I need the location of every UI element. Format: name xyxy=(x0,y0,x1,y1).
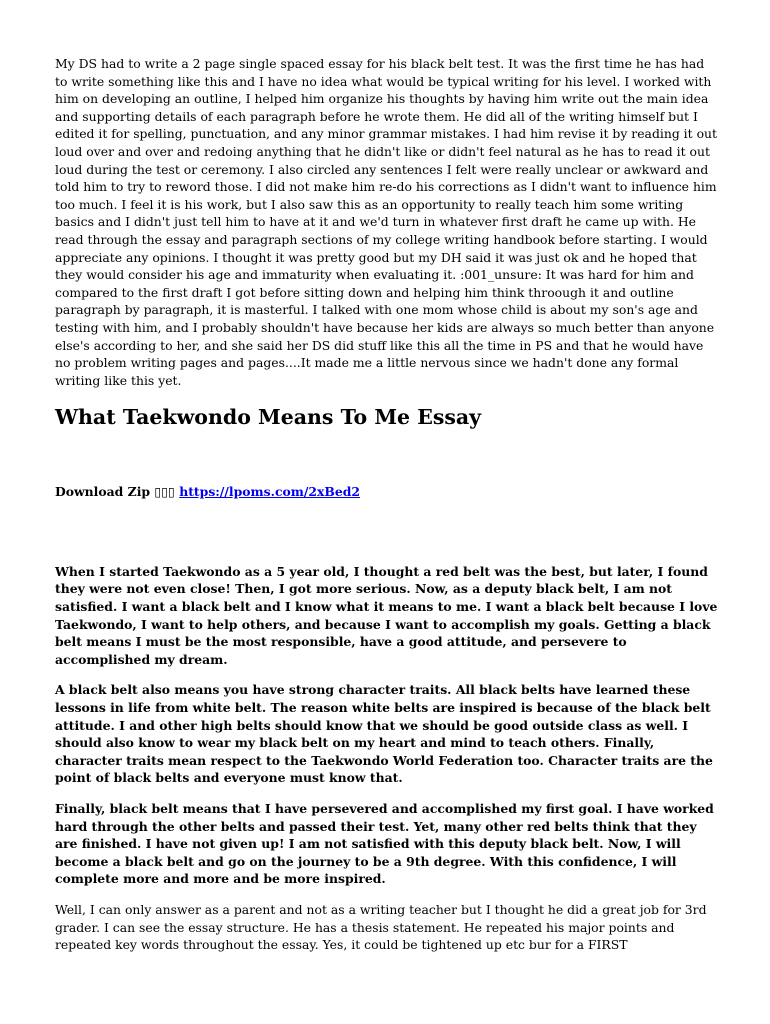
missing-glyph-icon: ▯▯▯ xyxy=(154,484,175,500)
download-line xyxy=(55,483,719,501)
essay-paragraph: A black belt also means you have strong character traits. All black belts have learned these lessons in life from white belt. The reason white belts are inspired is because of the black belt attitude. I and other high belts should know that we should be good outside class as well. I should also know to wear my black belt on my heart and mind to teach others. Finally, character traits mean respect to the Taekwondo World Federation too. Character traits are the point of black belts and everyone must know that. xyxy=(55,682,713,786)
download-link[interactable]: https://lpoms.com/2xBed2 xyxy=(179,484,361,500)
document-page xyxy=(55,55,719,954)
essay-body xyxy=(55,563,719,888)
download-label: Download Zip xyxy=(55,484,151,500)
essay-paragraph: Finally, black belt means that I have persevered and accomplished my first goal. I have worked hard through the other belts and passed their test. Yet, many other red belts think that they are finished. I have not given up! I am not satisfied with this deputy black belt. Now, I will become a black belt and go on the journey to be a 9th degree. With this confidence, I will complete more and more and be more inspired. xyxy=(55,801,714,887)
comment-paragraph: Well, I can only answer as a parent and not as a writing teacher but I thought he did a great job for 3rd grader. I can see the essay structure. He has a thesis statement. He repeated his major points and repeated key words throughout the essay. Yes, it could be tightened up etc bur for a FIRST xyxy=(55,901,707,953)
essay-paragraph: When I started Taekwondo as a 5 year old, I thought a red belt was the best, but later, I found they were not even close! Then, I got more serious. Now, as a deputy black belt, I am not satisfied. I want a black belt and I know what it means to me. I want a black belt because I love Taekwondo, I want to help others, and because I want to accomplish my goals. Getting a black belt means I must be the most responsible, have a good attitude, and persevere to accomplished my dream. xyxy=(55,563,718,667)
page-title: What Taekwondo Means To Me Essay xyxy=(55,405,482,430)
intro-paragraph: My DS had to write a 2 page single spaced essay for his black belt test. It was the first time he has had to write something like this and I have no idea what would be typical writing for his level. I worked with him on developing an outline, I helped him organize his thoughts by having him write out the main idea and supporting details of each paragraph before he wrote them. He did all of the writing himself but I edited it for spelling, punctuation, and any minor grammar mistakes. I had him revise it by reading it out loud over and over and redoing anything that he didn't like or didn't feel natural as he has to read it out loud during the test or ceremony. I also circled any sentences I felt were really unclear or awkward and told him to try to reword those. I did not make him re-do his corrections as I didn't want to influence him too much. I feel it is his work, but I also saw this as an opportunity to really teach him some writing basics and I didn't just tell him to have at it and we'd turn in whatever first draft he came up with. He read through the essay and paragraph sections of my college writing handbook before starting. I would appreciate any opinions. I thought it was pretty good but my DH said it was just ok and he hoped that they would consider his age and immaturity when evaluating it. :001_unsure: It was hard for him and compared to the first draft I got before sitting down and helping him think throough it and outline paragraph by paragraph, it is masterful. I talked with one mom whose child is about my son's age and testing with him, and I probably shouldn't have because her kids are always so much better than anyone else's according to her, and she said her DS did stuff like this all the time in PS and that he would have no problem writing pages and pages....It made me a little nervous since we hadn't done any formal writing like this yet. xyxy=(55,56,717,388)
